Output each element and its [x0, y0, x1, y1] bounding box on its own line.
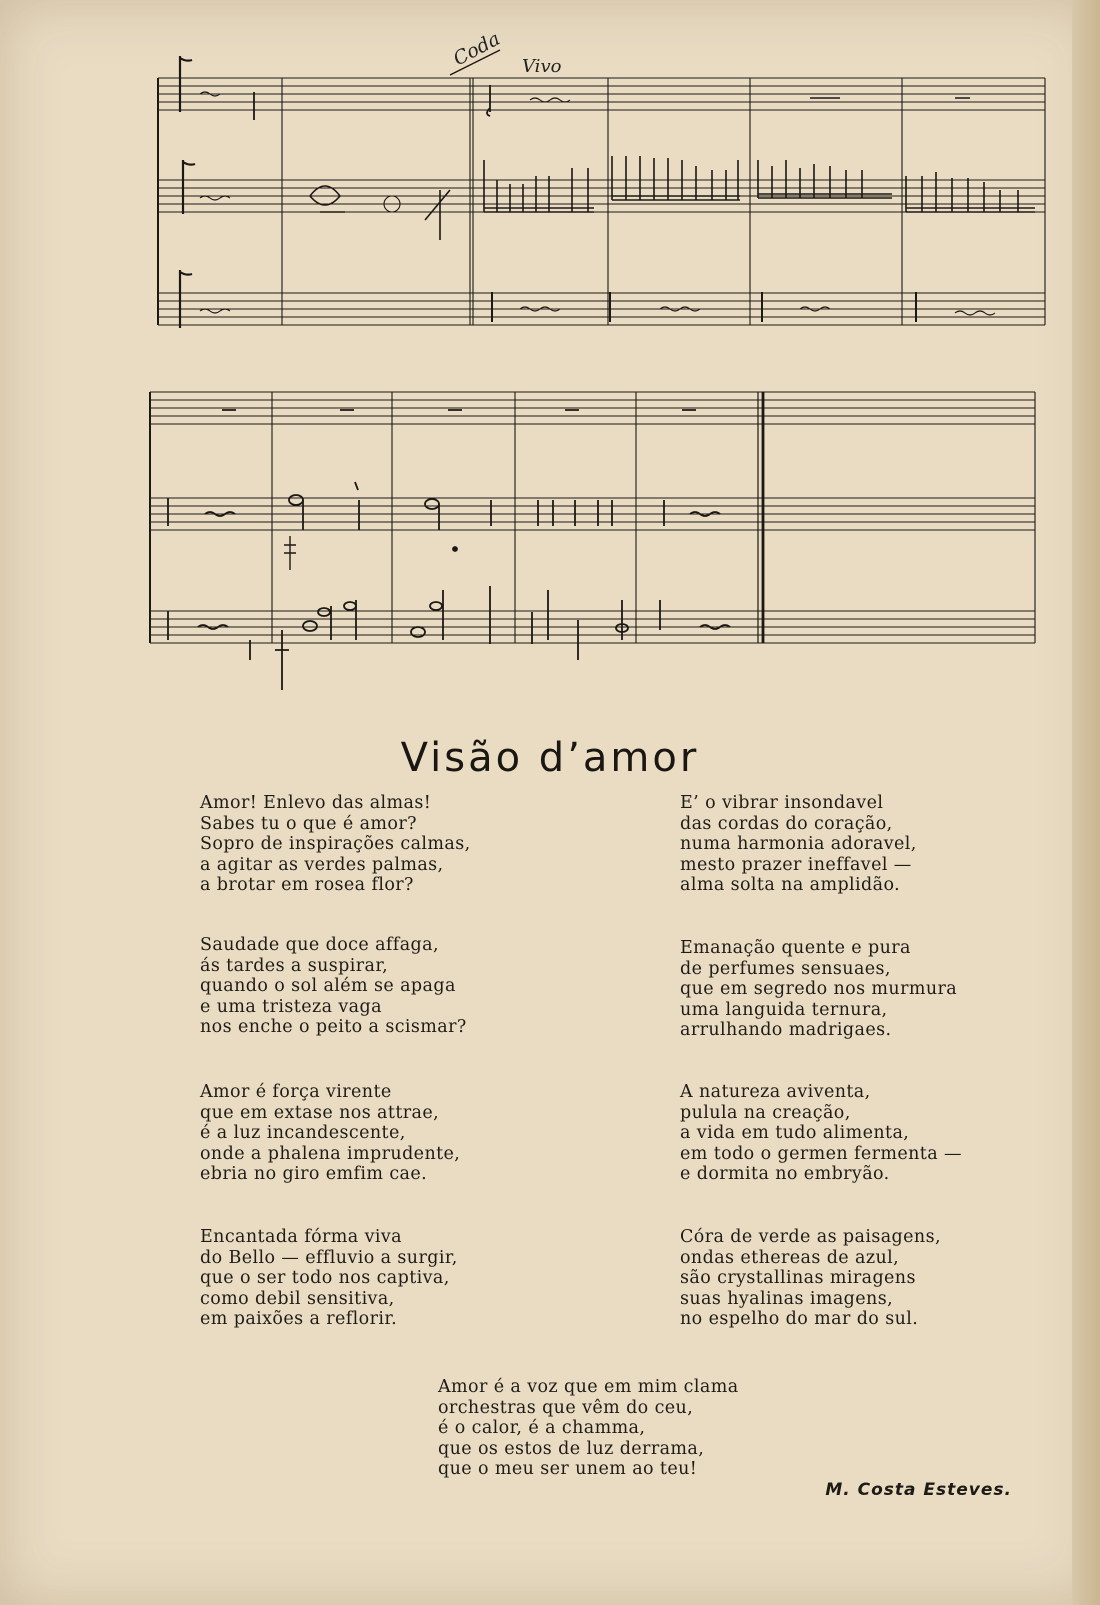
poem-line: a vida em tudo alimenta,: [680, 1123, 910, 1144]
poem-line: uma languida ternura,: [680, 999, 888, 1020]
stanza-left-4: [200, 1227, 458, 1330]
poem-line: que em segredo nos murmura: [680, 979, 958, 1000]
score-system-1: [158, 50, 1045, 328]
stanza-right-1: [680, 793, 917, 896]
poem-line: Emanação quente e pura: [680, 938, 911, 958]
poem-line: que em extase nos attrae,: [200, 1102, 440, 1123]
author-signature: M. Costa Esteves.: [825, 1480, 1012, 1500]
poem-line: ebria no giro emfim cae.: [200, 1164, 428, 1185]
poem-line: quando o sol além se apaga: [200, 976, 456, 997]
poem-line: no espelho do mar do sul.: [680, 1309, 919, 1330]
poem-line: Córa de verde as paisagens,: [680, 1227, 941, 1247]
poem-line: Sabes tu o que é amor?: [200, 813, 417, 834]
poem-line: é a luz incandescente,: [200, 1123, 406, 1144]
poem-line: é o calor, é a chamma,: [438, 1418, 646, 1439]
poem-line: são crystallinas miragens: [680, 1268, 916, 1289]
poem-line: em todo o germen fermenta —: [680, 1143, 962, 1164]
stanza-left-3: [200, 1082, 460, 1185]
stanza-right-4: [680, 1227, 941, 1330]
poem-line: onde a phalena imprudente,: [200, 1143, 461, 1164]
stanza-left-2: [200, 935, 467, 1038]
poem-line: arrulhando madrigaes.: [680, 1020, 892, 1041]
poem-line: pulula na creação,: [680, 1102, 851, 1123]
music-score: [0, 0, 1100, 700]
poem-line: que o meu ser unem ao teu!: [438, 1459, 698, 1480]
poem-line: do Bello — effluvio a surgir,: [200, 1247, 458, 1268]
poem-line: a brotar em rosea flor?: [200, 875, 414, 896]
stanza-right-2: [680, 938, 957, 1041]
poem-line: Amor! Enlevo das almas!: [200, 793, 432, 813]
poem-line: Sopro de inspirações calmas,: [200, 834, 471, 855]
stanza-right-3: [680, 1082, 962, 1185]
poem-line: das cordas do coração,: [680, 813, 893, 834]
poem-line: e dormita no embryão.: [680, 1164, 890, 1185]
stanza-left-1: [200, 793, 471, 896]
poem-line: Amor é força virente: [200, 1082, 392, 1102]
poem-line: Encantada fórma viva: [200, 1227, 402, 1247]
poem-line: ondas ethereas de azul,: [680, 1247, 900, 1268]
poem-line: nos enche o peito a scismar?: [200, 1017, 467, 1038]
poem-line: Amor é a voz que em mim clama: [438, 1377, 739, 1397]
poem-line: e uma tristeza vaga: [200, 996, 382, 1017]
poem-line: como debil sensitiva,: [200, 1288, 395, 1309]
poem-line: mesto prazer ineffavel —: [680, 854, 912, 875]
poem-line: A natureza aviventa,: [680, 1082, 871, 1102]
poem-line: ás tardes a suspirar,: [200, 955, 389, 976]
poem-line: suas hyalinas imagens,: [680, 1288, 894, 1309]
poem-line: em paixões a reflorir.: [200, 1309, 398, 1330]
stanza-final: [438, 1377, 739, 1480]
poem-line: de perfumes sensuaes,: [680, 958, 891, 979]
poem-line: orchestras que vêm do ceu,: [438, 1397, 694, 1418]
score-system-2: [150, 392, 1035, 690]
coda-label: Coda: [449, 27, 504, 71]
poem-line: E’ o vibrar insondavel: [680, 793, 884, 813]
poem-line: que os estos de luz derrama,: [438, 1438, 705, 1459]
poem-line: Saudade que doce affaga,: [200, 935, 439, 955]
poem-line: que o ser todo nos captiva,: [200, 1268, 450, 1289]
tempo-label: Vivo: [522, 56, 562, 77]
poem-line: numa harmonia adoravel,: [680, 834, 917, 855]
poem-title: Visão d’amor: [400, 734, 700, 781]
poem-line: alma solta na amplidão.: [680, 875, 901, 896]
poem-line: a agitar as verdes palmas,: [200, 854, 444, 875]
